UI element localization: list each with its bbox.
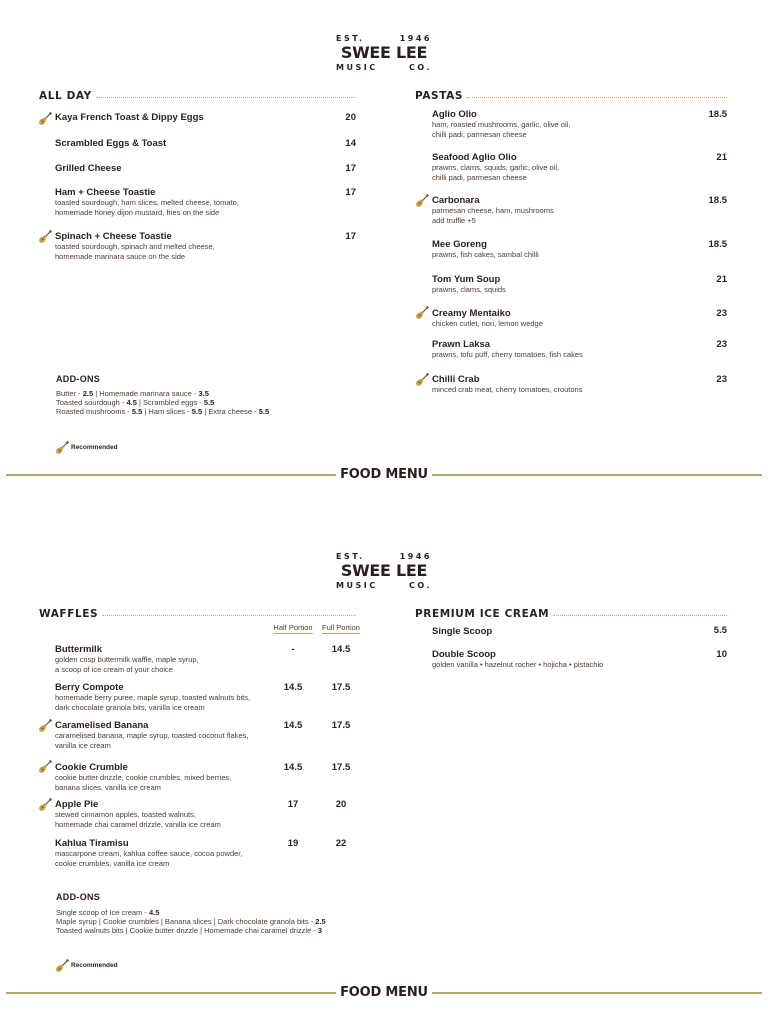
item-price: 21 bbox=[716, 274, 727, 285]
item-name: Single Scoop bbox=[432, 626, 493, 637]
item-description: banana slices, vanilla ice cream bbox=[55, 783, 161, 792]
item-description: toasted sourdough, ham slices, melted cheese, tomato, bbox=[55, 198, 239, 207]
addons-line: Toasted sourdough - 4.5 | Scrambled eggs - 5.5 bbox=[56, 398, 215, 407]
guitar-icon bbox=[38, 760, 52, 774]
item-price: 21 bbox=[716, 152, 727, 163]
item-price: 18.5 bbox=[708, 195, 727, 206]
item-description: caramelised banana, maple syrup, toasted coconut flakes, bbox=[55, 731, 249, 740]
item-price-full: 14.5 bbox=[331, 644, 351, 655]
footer-rule bbox=[6, 474, 336, 476]
item-description: add truffle +5 bbox=[432, 216, 476, 225]
item-description: prawns, clams, squids, garlic, olive oil, bbox=[432, 163, 560, 172]
logo-name: SWEE LEE bbox=[340, 43, 428, 62]
item-description: prawns, tofu puff, cherry tomatoes, fish cakes bbox=[432, 350, 583, 359]
item-price: 17 bbox=[345, 163, 356, 174]
item-description: golden crisp buttermilk waffle, maple syrup, bbox=[55, 655, 199, 664]
section-header-all-day bbox=[39, 90, 356, 102]
item-price-half: 14.5 bbox=[283, 762, 303, 773]
menu-item bbox=[55, 762, 231, 793]
item-name: Tom Yum Soup bbox=[432, 274, 501, 285]
logo-co: CO. bbox=[408, 63, 432, 72]
menu-item bbox=[432, 239, 539, 260]
menu-item bbox=[432, 308, 543, 329]
item-price-half: 14.5 bbox=[283, 720, 303, 731]
item-description: a scoop of ice cream of your choice bbox=[55, 665, 173, 674]
menu-item bbox=[55, 838, 242, 869]
item-name: Prawn Laksa bbox=[432, 339, 491, 350]
item-price: 18.5 bbox=[708, 109, 727, 120]
item-description: homemade honey dijon mustard, fries on the side bbox=[55, 208, 220, 217]
menu-item bbox=[432, 195, 554, 226]
logo-co: CO. bbox=[408, 581, 432, 590]
item-price-full: 22 bbox=[335, 838, 347, 849]
guitar-icon bbox=[415, 306, 429, 320]
item-name: Berry Compote bbox=[55, 682, 124, 693]
footer-rule bbox=[6, 992, 336, 994]
item-description: cookie butter drizzle, cookie crumbles, mixed berries, bbox=[55, 773, 232, 782]
item-name: Double Scoop bbox=[432, 649, 496, 660]
item-name: Caramelised Banana bbox=[55, 720, 149, 731]
section-title: ALL DAY bbox=[39, 90, 92, 102]
footer-rule bbox=[432, 992, 762, 994]
footer-food-menu bbox=[6, 467, 762, 482]
menu-item bbox=[55, 138, 166, 149]
guitar-icon bbox=[55, 959, 69, 973]
menu-item bbox=[432, 374, 582, 395]
recommended-legend: Recommended bbox=[71, 962, 118, 969]
item-name: Scrambled Eggs & Toast bbox=[55, 138, 167, 149]
item-name: Mee Goreng bbox=[432, 239, 487, 250]
item-price: 5.5 bbox=[713, 625, 727, 636]
guitar-icon bbox=[38, 230, 52, 244]
item-description: prawns, clams, squids bbox=[432, 285, 506, 294]
item-name: Spinach + Cheese Toastie bbox=[55, 231, 172, 242]
logo-music: MUSIC bbox=[336, 63, 378, 72]
section-header-ice-cream bbox=[415, 608, 727, 620]
column-header-full: Full Portion bbox=[322, 623, 360, 632]
dotted-divider bbox=[467, 97, 727, 98]
item-price: 20 bbox=[345, 112, 356, 123]
column-header-half: Half Portion bbox=[273, 623, 313, 632]
recommended-legend: Recommended bbox=[71, 444, 118, 451]
section-title: WAFFLES bbox=[39, 608, 99, 620]
item-description: golden vanilla • hazelnut rocher • hojicha • pistachio bbox=[432, 660, 604, 669]
section-title: PASTAS bbox=[415, 90, 464, 102]
item-description: dark chocolate granola bits, vanilla ice cream bbox=[55, 703, 205, 712]
footer-food-menu bbox=[6, 985, 762, 1000]
dotted-divider bbox=[553, 615, 727, 616]
item-description: minced crab meat, cherry tomatoes, croutons bbox=[432, 385, 583, 394]
addons-title: ADD-ONS bbox=[56, 892, 101, 902]
item-price-full: 17.5 bbox=[331, 762, 351, 773]
footer-title: FOOD MENU bbox=[340, 467, 428, 482]
item-price-half: 14.5 bbox=[283, 682, 303, 693]
section-header-waffles bbox=[39, 608, 356, 620]
guitar-icon bbox=[415, 373, 429, 387]
item-price-full: 17.5 bbox=[331, 720, 351, 731]
item-description: homemade marinara sauce on the side bbox=[55, 252, 186, 261]
guitar-icon bbox=[55, 441, 69, 455]
addons-line: Roasted mushrooms - 5.5 | Ham slices - 5.5 | Extra cheese - 5.5 bbox=[56, 407, 270, 416]
menu-item bbox=[432, 152, 559, 183]
menu-item bbox=[432, 109, 570, 140]
menu-item bbox=[55, 682, 250, 713]
addons-line: Toasted walnuts bits | Cookie butter drizzle | Homemade chai caramel drizzle - 3 bbox=[56, 926, 323, 935]
menu-item bbox=[432, 339, 583, 360]
logo-music: MUSIC bbox=[336, 581, 378, 590]
item-description: vanilla ice cream bbox=[55, 741, 111, 750]
item-name: Aglio Olio bbox=[432, 109, 477, 120]
item-price-full: 20 bbox=[335, 799, 347, 810]
logo-year: 1946 bbox=[399, 552, 432, 561]
item-description: toasted sourdough, spinach and melted cheese, bbox=[55, 242, 215, 251]
item-description: parmesan cheese, ham, mushrooms bbox=[432, 206, 554, 215]
addons-title: ADD-ONS bbox=[56, 374, 101, 384]
item-name: Buttermilk bbox=[55, 644, 102, 655]
logo bbox=[0, 34, 768, 72]
item-description: cookie crumbles, vanilla ice cream bbox=[55, 859, 170, 868]
item-name: Ham + Cheese Toastie bbox=[55, 187, 156, 198]
menu-item bbox=[432, 649, 603, 670]
item-description: chicken cutlet, nori, lemon wedge bbox=[432, 319, 543, 328]
menu-item bbox=[432, 626, 492, 637]
item-price: 17 bbox=[345, 187, 356, 198]
item-name: Seafood Aglio Olio bbox=[432, 152, 517, 163]
item-name: Apple Pie bbox=[55, 799, 99, 810]
logo bbox=[0, 552, 768, 590]
item-name: Kaya French Toast & Dippy Eggs bbox=[55, 112, 204, 123]
item-price: 23 bbox=[716, 374, 727, 385]
guitar-icon bbox=[38, 798, 52, 812]
menu-item bbox=[55, 644, 199, 675]
menu-item bbox=[55, 231, 215, 262]
item-description: chilli padi, parmesan cheese bbox=[432, 173, 527, 182]
footer-rule bbox=[432, 474, 762, 476]
menu-item bbox=[55, 112, 204, 123]
item-price-half: 17 bbox=[287, 799, 299, 810]
logo-est: EST. bbox=[336, 34, 365, 43]
item-description: mascarpone cream, kahlua coffee sauce, cocoa powder, bbox=[55, 849, 243, 858]
item-price: 10 bbox=[716, 649, 727, 660]
item-name: Kahlua Tiramisu bbox=[55, 838, 129, 849]
item-description: stewed cinnamon apples, toasted walnuts, bbox=[55, 810, 196, 819]
logo-est: EST. bbox=[336, 552, 365, 561]
item-price: 23 bbox=[716, 308, 727, 319]
guitar-icon bbox=[415, 194, 429, 208]
menu-item bbox=[55, 163, 122, 174]
dotted-divider bbox=[96, 97, 356, 98]
dotted-divider bbox=[102, 615, 356, 616]
item-description: homemade berry puree, maple syrup, toasted walnuts bits, bbox=[55, 693, 251, 702]
item-description: prawns, fish cakes, sambal chilli bbox=[432, 250, 539, 259]
item-price-full: 17.5 bbox=[331, 682, 351, 693]
item-price: 14 bbox=[345, 138, 356, 149]
menu-item bbox=[55, 720, 248, 751]
menu-item bbox=[55, 799, 221, 830]
item-name: Creamy Mentaiko bbox=[432, 308, 511, 319]
section-title: PREMIUM ICE CREAM bbox=[415, 608, 550, 620]
item-name: Chilli Crab bbox=[432, 374, 480, 385]
logo-name: SWEE LEE bbox=[340, 561, 428, 580]
item-name: Grilled Cheese bbox=[55, 163, 122, 174]
item-price-half: - bbox=[291, 644, 295, 655]
item-description: homemade chai caramel drizzle, vanilla ice cream bbox=[55, 820, 221, 829]
item-price-half: 19 bbox=[287, 838, 299, 849]
menu-item bbox=[432, 274, 506, 295]
addons-line: Maple syrup | Cookie crumbles | Banana slices | Dark chocolate granola bits - 2.5 bbox=[56, 917, 326, 926]
guitar-icon bbox=[38, 112, 52, 126]
logo-year: 1946 bbox=[399, 34, 432, 43]
item-name: Carbonara bbox=[432, 195, 480, 206]
section-header-pastas bbox=[415, 90, 727, 102]
item-price: 18.5 bbox=[708, 239, 727, 250]
footer-title: FOOD MENU bbox=[340, 985, 428, 1000]
item-price: 17 bbox=[345, 231, 356, 242]
addons-line: Butter - 2.5 | Homemade marinara sauce - 3.5 bbox=[56, 389, 209, 398]
item-description: chilli padi, parmesan cheese bbox=[432, 130, 527, 139]
guitar-icon bbox=[38, 719, 52, 733]
item-description: ham, roasted mushrooms, garlic, olive oil, bbox=[432, 120, 571, 129]
item-name: Cookie Crumble bbox=[55, 762, 128, 773]
addons-line: Single scoop of Ice cream - 4.5 bbox=[56, 908, 160, 917]
menu-item bbox=[55, 187, 239, 218]
item-price: 23 bbox=[716, 339, 727, 350]
